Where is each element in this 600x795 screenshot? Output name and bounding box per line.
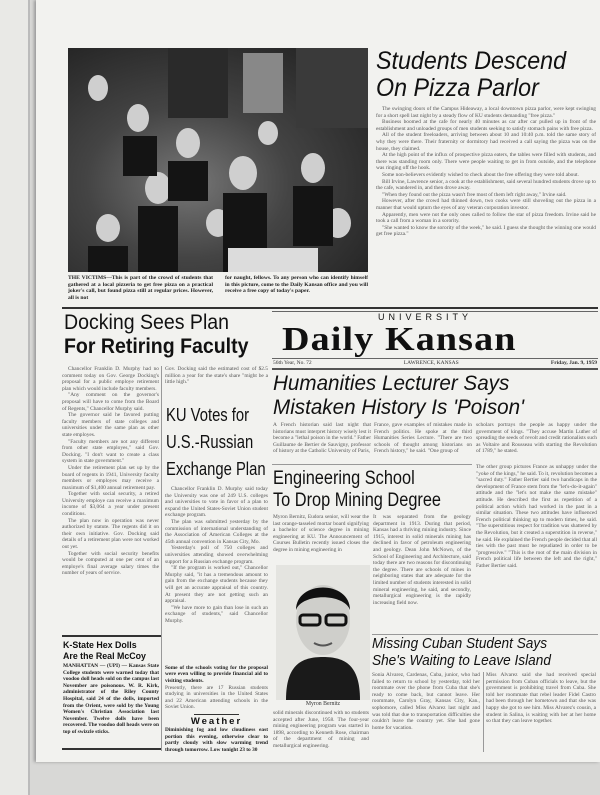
engineering-headline [273,468,445,512]
photo-caption-col1: THE VICTIMS—This is part of the crowd of students that gathered at a local pizzeria to get free pizza on a practical joker's call, but found pizza still at regular prices. However, all is not [68,275,213,301]
docking-headline [64,311,256,359]
engineering-headline-line1: Engineering School [273,468,415,489]
engineering-col1: Myron Bernitz, Eudora senior, will wear the last orange-tasseled mortar board signifying a bachelor of science degree in mining engineering at KU. The Announcement of Courses Bulletin recently issued closes the degree in mining engineering in [273,514,369,553]
crowd-photo [68,48,368,272]
masthead-university: UNIVERSITY [378,312,473,322]
humanities-headline [273,371,586,419]
portrait-image [276,565,370,700]
paragraph: Yesterday's poll of 750 colleges and universities attending showed overwhelming support for a Russian exchange program. [165,545,268,565]
humanities-col3: scholars portrays the people as happy under the government of kings. "They accuse Martin Luther of spreading the seeds of revolt and credit rationalists such as Voltaire and Rousseau with starting the Revolution of 1789," he stated. [476,422,597,455]
paragraph: However, after the crowd had thinned down, two cooks were still shoveling out the pizza in a manner that would upturn the eyes of any veteran corporation investor. [376,198,596,211]
cuban-headline [372,636,586,670]
paragraph: Chancellor Franklin D. Murphy said today the University was one of 249 U.S. colleges and universities to vote in favor of a plan to expand the United States-Soviet Union student exchange program. [165,486,268,519]
paragraph: "Faculty members are not any different from other state employes," said Gov. Docking. "I don't want to create a class system in state government." [62,438,159,465]
paragraph: "If the program is worked out," Chancellor Murphy said, "it has a tremendous amount to gain from the exchange students because they will get an accurate appraisal of this country. At present they are not getting such an appraisal. [165,565,268,605]
paragraph: "When they found out the pizza wasn't free most of them left right away," Irvine said. [382,191,567,198]
kstate-headline-line2: Are the Real McCoy [63,650,146,661]
cuban-col2: Miss Alvarez said she had received special permission from Cuban officials to leave, but the government is prohibiting travel from Cuba. She told her roommate that rebel leader Fidel Castro had been through her hometown and that she was happy she got to see him. Miss Alvarez's cousin, a student in Salina, is waiting with her at her home so that they can leave together. [486,672,596,725]
ku-votes-headline-line3: Exchange Plan [166,458,266,479]
engineering-col2: It was separated from the geology department in 1913. During that period, Kansas had a thriving mining industry. Since 1915, interest in solid minerals mining has declined in favor of petroleum engineering and geology. Dean John McNown, of the School of Engineering and Architecture, said today there are two reasons for discontinuing the degree. There are schools of mines in neighboring states that are adequate for the limited number of students interested in solid mineral engineering, he said, and secondly, metallurgical engineering is the rapidly increasing field now. [373,514,471,606]
dateline-place: LAWRENCE, KANSAS [403,360,459,366]
cuban-column-rule [483,672,484,752]
paragraph: The plan now in operation was never authorized by statute. The regents did it on their own initiative. Gov. Docking said details of a retirement plan were not worked out yet. [62,517,159,551]
docking-headline-line1: Docking Sees Plan [64,311,230,334]
paragraph: Chancellor Franklin D. Murphy had no comment today on Gov. George Docking's proposal for a public employe retirement plan which would include faculty members. [62,366,159,392]
kstate-top-rule [62,635,161,637]
kstate-headline [63,640,158,661]
portrait-caption: Myron Bernitz [305,701,341,707]
pizza-story-body [376,106,596,302]
humanities-headline-line2: Mistaken History Is 'Poison' [273,395,525,419]
masthead-title: Daily Kansan [282,321,517,358]
ku-votes-last-paragraph: Presently, there are 17 Russian students studying in universities in the United States and 22 American attending schools in the Soviet Union. [165,684,268,711]
cuban-col1: Sonia Alvarez, Cardenas, Cuba, junior, who had failed to return to school by yesterday, told her roommate over the phone from Cuba that she's ready to come back, but cannot leave. Her roommate, Carolyn Gray, Kansas City, Kan., sophomore, called Miss Alvarez last night and was told that due to transportation difficulties she couldn't leave the country yet. She had gone home for vacation. [372,672,480,731]
paragraph: Together with social security, a retired University employe can receive a maximum income of $3,064 a year under present conditions. [62,491,159,518]
kstate-story-body: MANHATTAN — (UPI) — Kansas State College students were warned today that voodoo doll heads sold on the campus last November are poisonous. W. R. Kirk, administrator of the Riley County Hospital, said 24 of the dolls, imported from the Orient, were sold by the Young Women's Christian Association last November. Twelve dolls have been recovered. The voodoo doll heads were on top of swizzle sticks. [63,663,159,735]
ku-votes-column [165,486,268,754]
cuban-headline-line2: She's Waiting to Leave Island [372,653,551,669]
weather-forecast: Diminishing fog and low cloudiness east portion this evening, otherwise clear to partly cloudy with slow warming trend through tomorrow. Low tonight 23 to 30 [165,727,268,753]
ku-votes-headline [166,401,266,482]
humanities-headline-line1: Humanities Lecturer Says [273,371,510,395]
paragraph: The plan was submitted yesterday by the commission of international understanding of the Association of American Colleges at the 45th annual convention in Kansas City, Mo. [165,518,268,545]
docking-continued: Gov. Docking said the estimated cost of $2.5 million a year for the state's share "might be a little high." [165,366,268,386]
paragraph: All of the student freeloaders, arriving between about 10 and 10:40 p.m. told the same story of why they were there. Their fraternity or dormitory had received a call saying the pizza was on the house, they claimed. [376,132,596,152]
cuban-top-rule [372,634,598,635]
paragraph: Apparently, men were not the only ones called to follow the star of pizza freedom. Irvine said he took a call from a woman in a sorority. [376,211,596,225]
ku-votes-headline-line2: U.S.-Russian [166,431,254,452]
adjacent-page-edge [0,0,30,795]
humanities-col2: France, gave examples of mistakes made in French politics. He spoke at the third Humanities Series Lecture. "There are two schools of thought among historians on French history," he said. "One group of [374,422,472,455]
section-divider [62,307,598,309]
humanities-col1: A French historian said last night that historians must interpret history wisely lest it become a "lethal poison in the world." Father Guillaume de Bertier de Sauvigny, professor of history at the Catholic University of Paris, [273,422,371,455]
weather-title: Weather [190,716,243,727]
column-rule [161,366,162,751]
masthead-bottom-rule [272,368,598,370]
kstate-headline-line1: K-State Hex Dolls [63,640,137,650]
docking-headline-line2: For Retiring Faculty [64,335,249,358]
photo-caption-col2: for naught, fellows. To any person who can identify himself in this picture, come to the Daily Kansan office and you will receive a free copy of today's paper. [225,275,368,295]
kstate-bottom-rule [62,748,161,750]
weather-rule [194,714,239,715]
pizza-headline [376,48,584,102]
cuban-headline-line1: Missing Cuban Student Says [372,636,548,652]
engineering-headline-line2: To Drop Mining Degree [273,490,442,511]
crowd-photo-image [68,48,368,272]
ku-votes-bold-paragraph: Some of the schools voting for the proposal were even willing to provide financial aid to visiting students. [165,664,268,685]
dateline-date: Friday, Jan. 9, 1959 [550,360,597,366]
paragraph: The swinging doors of the Campus Hideaway, a local downtown pizza parlor, were kept swinging for a short spell last night by a steady flow of KU students demanding "free pizza." [376,106,596,119]
docking-story-body [62,366,159,616]
masthead-mid-rule [272,358,598,359]
paragraph: Under the retirement plan set up by the board of regents in 1941, University faculty members or employes may receive a maximum of $1,400 annual retirement pay. [62,464,159,491]
engineering-col3: solid minerals discontinued with no students accepted after June, 1958. The four-year mining engineering program was started in 1898, according to Kenneth Rose, chairman of the department of mining and metallurgical engineering. [273,710,369,749]
humanities-col4: The other group pictures France as unhappy under the "yoke of the kings," he said. To it, revolution becomes a "sacred duty." Father Bertier said two handicaps in the development of France stem from the "let's-do-it-again" attitude and the "let's not make the same mistake" attitude. He described the first as repetition of a political action which had worked in the past in a similar situation. These two attitudes have influenced French political thinking up to modern times, he said. "The superstitious respect for tradition was shattered by the Revolution, but it created a superstition in reverse," he said. He explained the French people decided that all ties with the past must be repudiated in order to be "progressive." "This is the root of the main division in French political life between the left and the right," Father Bertier said. [476,464,597,569]
paragraph: Bill Irvine, Lawrence senior, a cook at the establishment, said several hundred students drove up to the cafe, wandered in, and then drove away. [376,178,596,192]
humanities-rule [272,464,472,465]
paragraph: Together with social security benefits would be computed at one per cent of an employe's final average salary times the number of years of service. [62,550,159,577]
ku-votes-story-body [165,486,268,664]
paragraph: "We have more to gain than lose in such an exchange of students," said Chancellor Murphy. [165,604,268,624]
paragraph: The governor said he favored putting faculty members of state colleges and universities under the same plan as other state employes. [62,412,159,438]
dateline [273,360,597,367]
ku-votes-headline-line1: KU Votes for [166,404,250,425]
pizza-headline-line2: On Pizza Parlor [376,74,539,102]
paragraph: At the high point of the influx of prospective pizza eaters, the tables were filled with students, and there was standing room only. There were people waiting to get in from outside, and the telephone was ringing off the hook. [376,152,596,172]
paragraph: Some non-believers evidently wished to check about the free offering they were told about. [382,171,579,178]
pizza-headline-line1: Students Descend [376,47,566,75]
paragraph: Business boomed at the cafe for nearly 40 minutes as car after car pulled up in front of the establishment and unloaded groups of men students seeking to satisfy stomach pains with free pizza. [376,119,596,132]
volume-number: 56th Year, No. 72 [273,360,312,366]
paragraph: "Any comment on the governor's proposal will have to come from the Board of Regents," Chancellor Murphy said. [62,392,159,412]
paragraph: "She wanted to know the sorority of the week," he said. I guess she thought the winning one would get free pizza." [376,224,596,238]
portrait-photo [276,565,370,700]
